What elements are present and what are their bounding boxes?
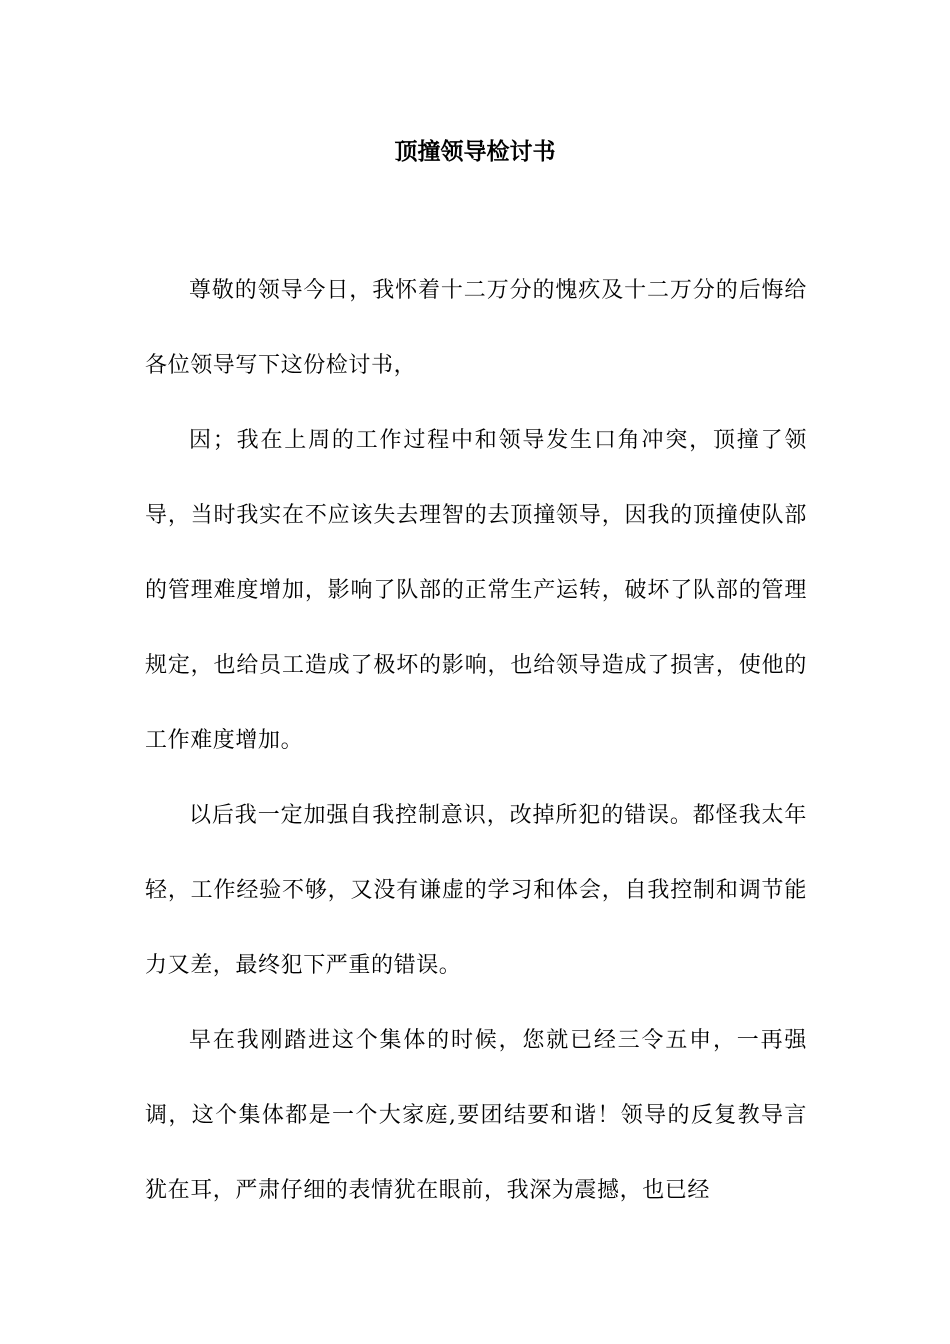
paragraph-1: 尊敬的领导今日，我怀着十二万分的愧疚及十二万分的后悔给各位领导写下这份检讨书， (145, 278, 807, 378)
paragraph-4: 早在我刚踏进这个集体的时候，您就已经三令五申，一再强调，这个集体都是一个大家庭,要团结要和谐！领导的反复教导言犹在耳，严肃仔细的表情犹在眼前，我深为震撼，也已经 (145, 1028, 807, 1203)
paragraph-3: 以后我一定加强自我控制意识，改掉所犯的错误。都怪我太年轻，工作经验不够，又没有谦虚的学习和体会，自我控制和调节能力又差，最终犯下严重的错误。 (145, 803, 807, 978)
document-title: 顶撞领导检讨书 (394, 138, 556, 165)
paragraph-2: 因；我在上周的工作过程中和领导发生口角冲突，顶撞了领导，当时我实在不应该失去理智的去顶撞领导，因我的顶撞使队部的管理难度增加，影响了队部的正常生产运转，破坏了队部的管理规定，也给员工造成了极坏的影响，也给领导造成了损害，使他的工作难度增加。 (145, 428, 807, 753)
document-body (145, 253, 807, 1228)
